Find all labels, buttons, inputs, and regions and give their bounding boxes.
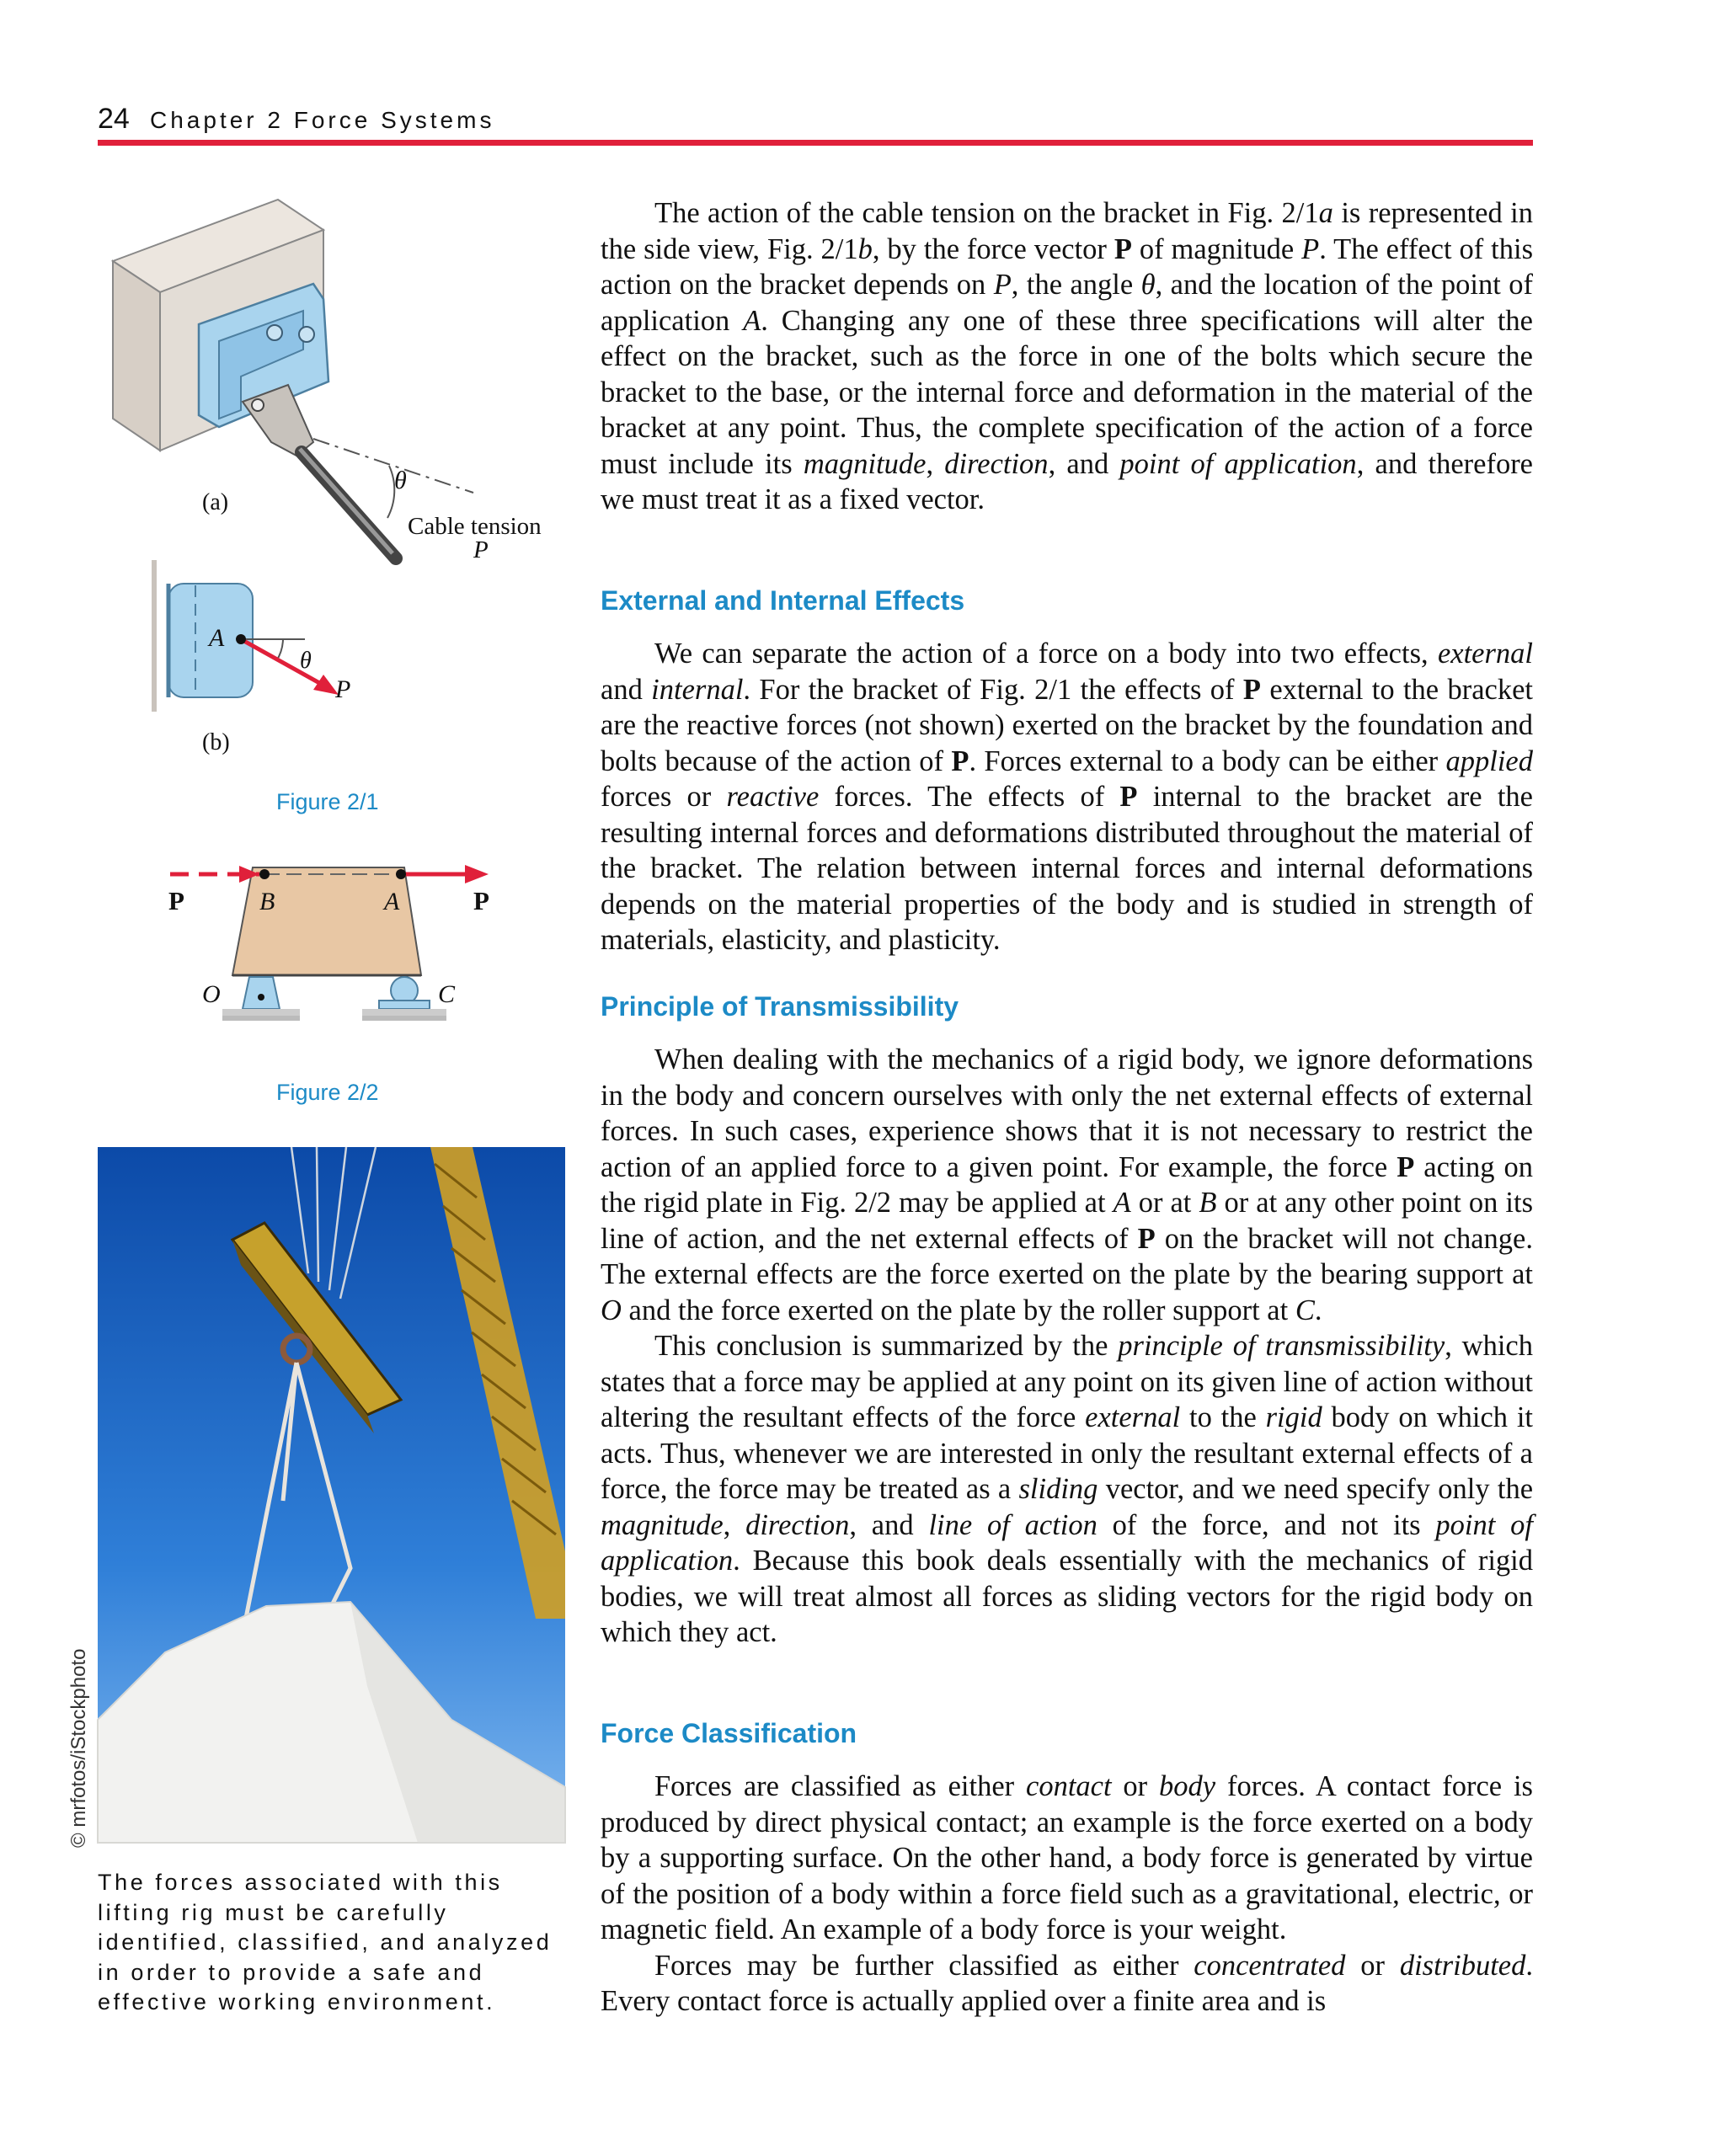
transmissibility-paragraph-2: This conclusion is summarized by the principle of transmissibility, which states that a force may be applied at any point on its given line of action without altering the resultant effects of the force external to the rigid body on which it acts. Thus, whenever we are interested in only the resultant external effects of a force, the force may be treated as a sliding vector, and we need specify only the magnitude, direction, and line of action of the force, and not its point of application. Because this book deals essentially with the mechanics of rigid bodies, we will treat almost all forces as sliding vectors for the rigid body on which they act. [601,1330,1534,1648]
roller-base [379,1001,430,1009]
force-vector-P [241,639,328,688]
figure-2-1 [93,189,581,755]
cable-force-label: P [473,536,489,563]
photo-credit: © mrfotos/iStockphoto [67,1648,90,1848]
wall-side-view [152,560,157,712]
figure-2-2-caption: Figure 2/2 [276,1080,379,1105]
point-O-label: O [202,980,221,1008]
point-A-label: A [209,624,225,652]
bolt [299,327,314,342]
bolt [267,325,282,340]
section-force-classification [601,1716,1533,2020]
theta-label: θ [394,467,407,494]
cable-highlight [300,449,393,553]
cable-tension-label: Cable tension [408,513,542,540]
label-a: (a) [202,489,229,515]
point-B-dot [259,869,270,879]
label-b: (b) [202,729,230,755]
classification-paragraph-2: Forces may be further classified as either concentrated or distributed. Every contact force is actually applied over a finite area and is [601,1949,1533,2017]
force-P-left-label: P [168,886,184,915]
theta-label-b: θ [300,648,312,674]
force-P-right-label: P [473,886,489,915]
intro-paragraph: The action of the cable tension on the bracket in Fig. 2/1a is represented in the side view, Fig. 2/1b, by the force vector P of magnitude P. The effect of this action on the bracket depends on P, the angle θ, and the location of the point of application A. Changing any one of these three specifications will alter the effect on the bracket, such as the force in one of the bolts which secure the bracket to the base, or the internal force and deformation in the material of the bracket at any point. Thus, the complete specification of the action of a force must include its magnitude, direction, and point of application, and therefore we must treat it as a fixed vector. [601,197,1534,515]
heading-force-classification: Force Classification [601,1718,857,1748]
header-rule [98,140,1533,146]
photo-caption: The forces associated with this lifting rig must be carefully identified, classified, and analyzed in order to provide a safe and effective working environment. [98,1870,553,2015]
heading-transmissibility: Principle of Transmissibility [601,991,959,1022]
point-A-label: A [384,888,400,915]
point-C-label: C [438,980,456,1008]
point-A-dot [236,634,246,644]
rigid-plate [232,867,421,975]
external-paragraph: We can separate the action of a force on a body into two effects, external and internal. For the bracket of Fig. 2/1 the effects of P external to the bracket are the reactive forces (not shown) exerted on the bracket by the foundation and bolts because of the action of P. Forces external to a body can be either applied forces or reactive forces. The effects of P internal to the bracket are the resulting internal forces and deformations distributed throughout the material of the bracket. The relation between internal forces and internal deformations depends on the material properties of the body and is studied in strength of materials, elasticity, and plasticity. [601,638,1533,956]
pin-support [243,977,280,1009]
body-intro [601,195,1533,518]
clevis-pin [252,399,264,411]
arrowhead-right [465,865,489,883]
running-header-title: Chapter 2 Force Systems [150,107,495,133]
heading-external-internal: External and Internal Effects [601,585,965,616]
transmissibility-paragraph-1: When dealing with the mechanics of a rigid body, we ignore deformations in the body and concern ourselves with only the net external effects of external forces. In such cases, experience shows that it is not necessary to restrict the action of an applied force to a given point. For example, the force P acting on the rigid plate in Fig. 2/2 may be applied at A or at B or at any other point on its line of action, and the net external effects of P on the bracket will not change. The external effects are the force exerted on the plate by the bearing support at O and the force exerted on the plate by the roller support at C. [601,1043,1534,1326]
point-B-label: B [259,888,275,915]
force-P-label: P [335,675,351,703]
point-A-dot [396,869,406,879]
figure-2-1-caption: Figure 2/1 [276,789,379,814]
lifting-rig-photo [98,1147,565,1843]
section-external-internal [601,584,1533,958]
figure-2-2 [152,851,522,1061]
page-number: 24 [98,103,130,135]
section-transmissibility [601,990,1533,1651]
pin-support-dot [258,994,264,1001]
classification-paragraph-1: Forces are classified as either contact or body forces. A contact force is produced by direct physical contact; an example is the force exerted on a body by a supporting surface. On the other hand, a body force is generated by virtue of the position of a body within a force field such as a gravitational, electric, or magnetic field. An example of a body force is your weight. [601,1770,1533,1945]
wall-block-front [113,261,160,451]
